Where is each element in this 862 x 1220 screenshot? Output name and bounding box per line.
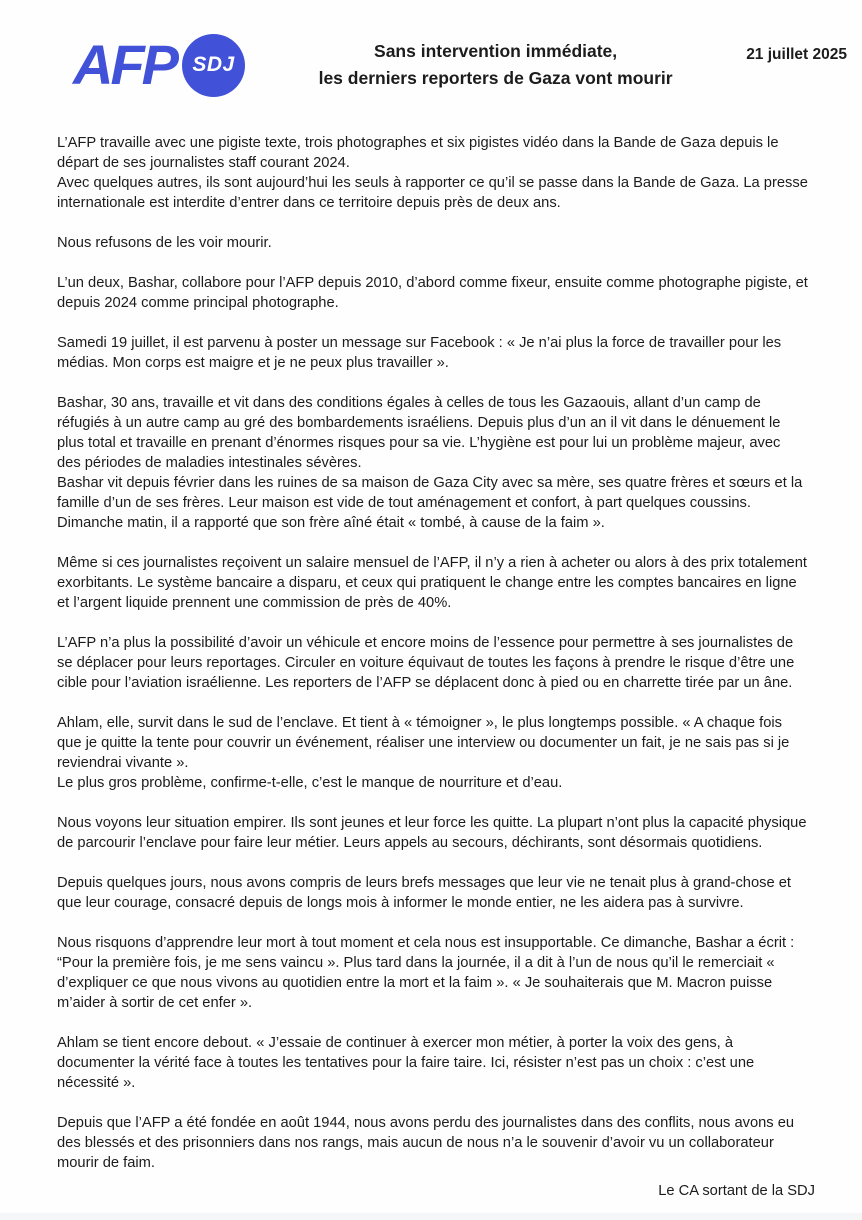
paragraph	[57, 393, 808, 533]
bottom-edge-band	[0, 1213, 862, 1220]
paragraph	[57, 933, 808, 1013]
document-title	[245, 38, 746, 92]
paragraph-text: L’AFP travaille avec une pigiste texte, trois photographes et six pigistes vidéo dans la Bande de Gaza depuis le départ de ses journalistes staff courant 2024.	[57, 135, 779, 171]
paragraph-text: Nous refusons de les voir mourir.	[57, 235, 272, 251]
paragraph	[57, 133, 808, 213]
paragraph-text: Avec quelques autres, ils sont aujourd’hui les seuls à rapporter ce qu’il se passe dans la Bande de Gaza. La presse internationale est interdite d’entrer dans ce territoire depuis près de deux ans.	[57, 175, 808, 211]
paragraph	[57, 1113, 808, 1173]
paragraph	[57, 233, 808, 253]
paragraph-text: L’AFP n’a plus la possibilité d’avoir un véhicule et encore moins de l’essence pour permettre à ses journalistes de se déplacer pour leurs reportages. Circuler en voiture équivaut de toutes les façons à prendre le risque d’être une cible pour l’aviation israélienne. Les reporters de l’AFP se déplacent donc à pied ou en charrette tirée par un âne.	[57, 635, 795, 691]
document-date: 21 juillet 2025	[746, 46, 847, 63]
paragraph-text: Le plus gros problème, confirme-t-elle, c’est le manque de nourriture et d’eau.	[57, 775, 563, 791]
signature: Le CA sortant de la SDJ	[658, 1183, 815, 1199]
document-header	[0, 0, 862, 104]
sdj-badge: SDJ	[182, 34, 245, 97]
title-line-1: Sans intervention immédiate,	[374, 41, 618, 61]
paragraph-text: Depuis que l’AFP a été fondée en août 1944, nous avons perdu des journalistes dans des conflits, nous avons eu des blessés et des prisonniers dans nos rangs, mais aucun de nous n’a le souvenir d’avoir vu un collaborateur mourir de faim.	[57, 1115, 795, 1171]
paragraph-text: Bashar, 30 ans, travaille et vit dans des conditions égales à celles de tous les Gazaouis, allant d’un camp de réfugiés à un autre camp au gré des bombardements israéliens. Depuis plus d’un an il vit dans le dénuement le plus total et travaille en prenant d’énormes risques pour sa vie. L’hygiène est pour lui un problème majeur, avec des périodes de maladies intestinales sévères.	[57, 395, 781, 471]
paragraph-text: Nous risquons d’apprendre leur mort à tout moment et cela nous est insupportable. Ce dimanche, Bashar a écrit : “Pour la première fois, je me sens vaincu ». Plus tard dans la journée, il a dit à l’un de nous qu’il le remerciait « d’expliquer ce que nous vivons au quotidien entre la mort et la faim ». « Je souhaiterais que M. Macron puisse m’aider à sortir de cet enfer ».	[57, 935, 795, 1011]
paragraph	[57, 273, 808, 313]
paragraph-text: Depuis quelques jours, nous avons compris de leurs brefs messages que leur vie ne tenait plus à grand-chose et que leur courage, consacré depuis de longs mois à informer le monde entier, ne les aidera pas à survivre.	[57, 875, 791, 911]
paragraph	[57, 813, 808, 853]
paragraph	[57, 333, 808, 373]
title-line-2: les derniers reporters de Gaza vont mourir	[318, 68, 673, 88]
paragraph	[57, 713, 808, 793]
paragraph-text: Ahlam se tient encore debout. « J’essaie de continuer à exercer mon métier, à porter la voix des gens, à documenter la vérité face à toutes les tentatives pour la faire taire. Ici, résister n’est pas un choix : c’est une nécessité ».	[57, 1035, 755, 1091]
paragraph	[57, 633, 808, 693]
afp-logo-text: AFP	[73, 33, 176, 96]
paragraph-text: Même si ces journalistes reçoivent un salaire mensuel de l’AFP, il n’y a rien à acheter ou alors à des prix totalement exorbitants. Le système bancaire a disparu, et ceux qui pratiquent le change entre les comptes bancaires en ligne et l’argent liquide prennent une commission de près de 40%.	[57, 555, 807, 611]
paragraph-text: L’un deux, Bashar, collabore pour l’AFP depuis 2010, d’abord comme fixeur, ensuite comme photographe pigiste, et depuis 2024 comme principal photographe.	[57, 275, 808, 311]
paragraph	[57, 873, 808, 913]
paragraph-text: Nous voyons leur situation empirer. Ils sont jeunes et leur force les quitte. La plupart n’ont plus la capacité physique de parcourir l’enclave pour faire leur métier. Leurs appels au secours, déchirants, sont désormais quotidiens.	[57, 815, 807, 851]
paragraph-text: Samedi 19 juillet, il est parvenu à poster un message sur Facebook : « Je n’ai plus la force de travailler pour les médias. Mon corps est maigre et je ne peux plus travailler ».	[57, 335, 782, 371]
document-body	[57, 133, 808, 1173]
paragraph	[57, 553, 808, 613]
afp-sdj-logo	[73, 34, 245, 97]
paragraph-text: Bashar vit depuis février dans les ruines de sa maison de Gaza City avec sa mère, ses quatre frères et sœurs et la famille d’un de ses frères. Leur maison est vide de tout aménagement et confort, à part quelques coussins. Dimanche matin, il a rapporté que son frère aîné était « tombé, à cause de la faim ».	[57, 475, 803, 531]
paragraph-text: Ahlam, elle, survit dans le sud de l’enclave. Et tient à « témoigner », le plus longtemps possible. « A chaque fois que je quitte la tente pour couvrir un événement, réaliser une interview ou documenter un fait, je ne sais pas si je reviendrai vivante ».	[57, 715, 790, 771]
paragraph	[57, 1033, 808, 1093]
